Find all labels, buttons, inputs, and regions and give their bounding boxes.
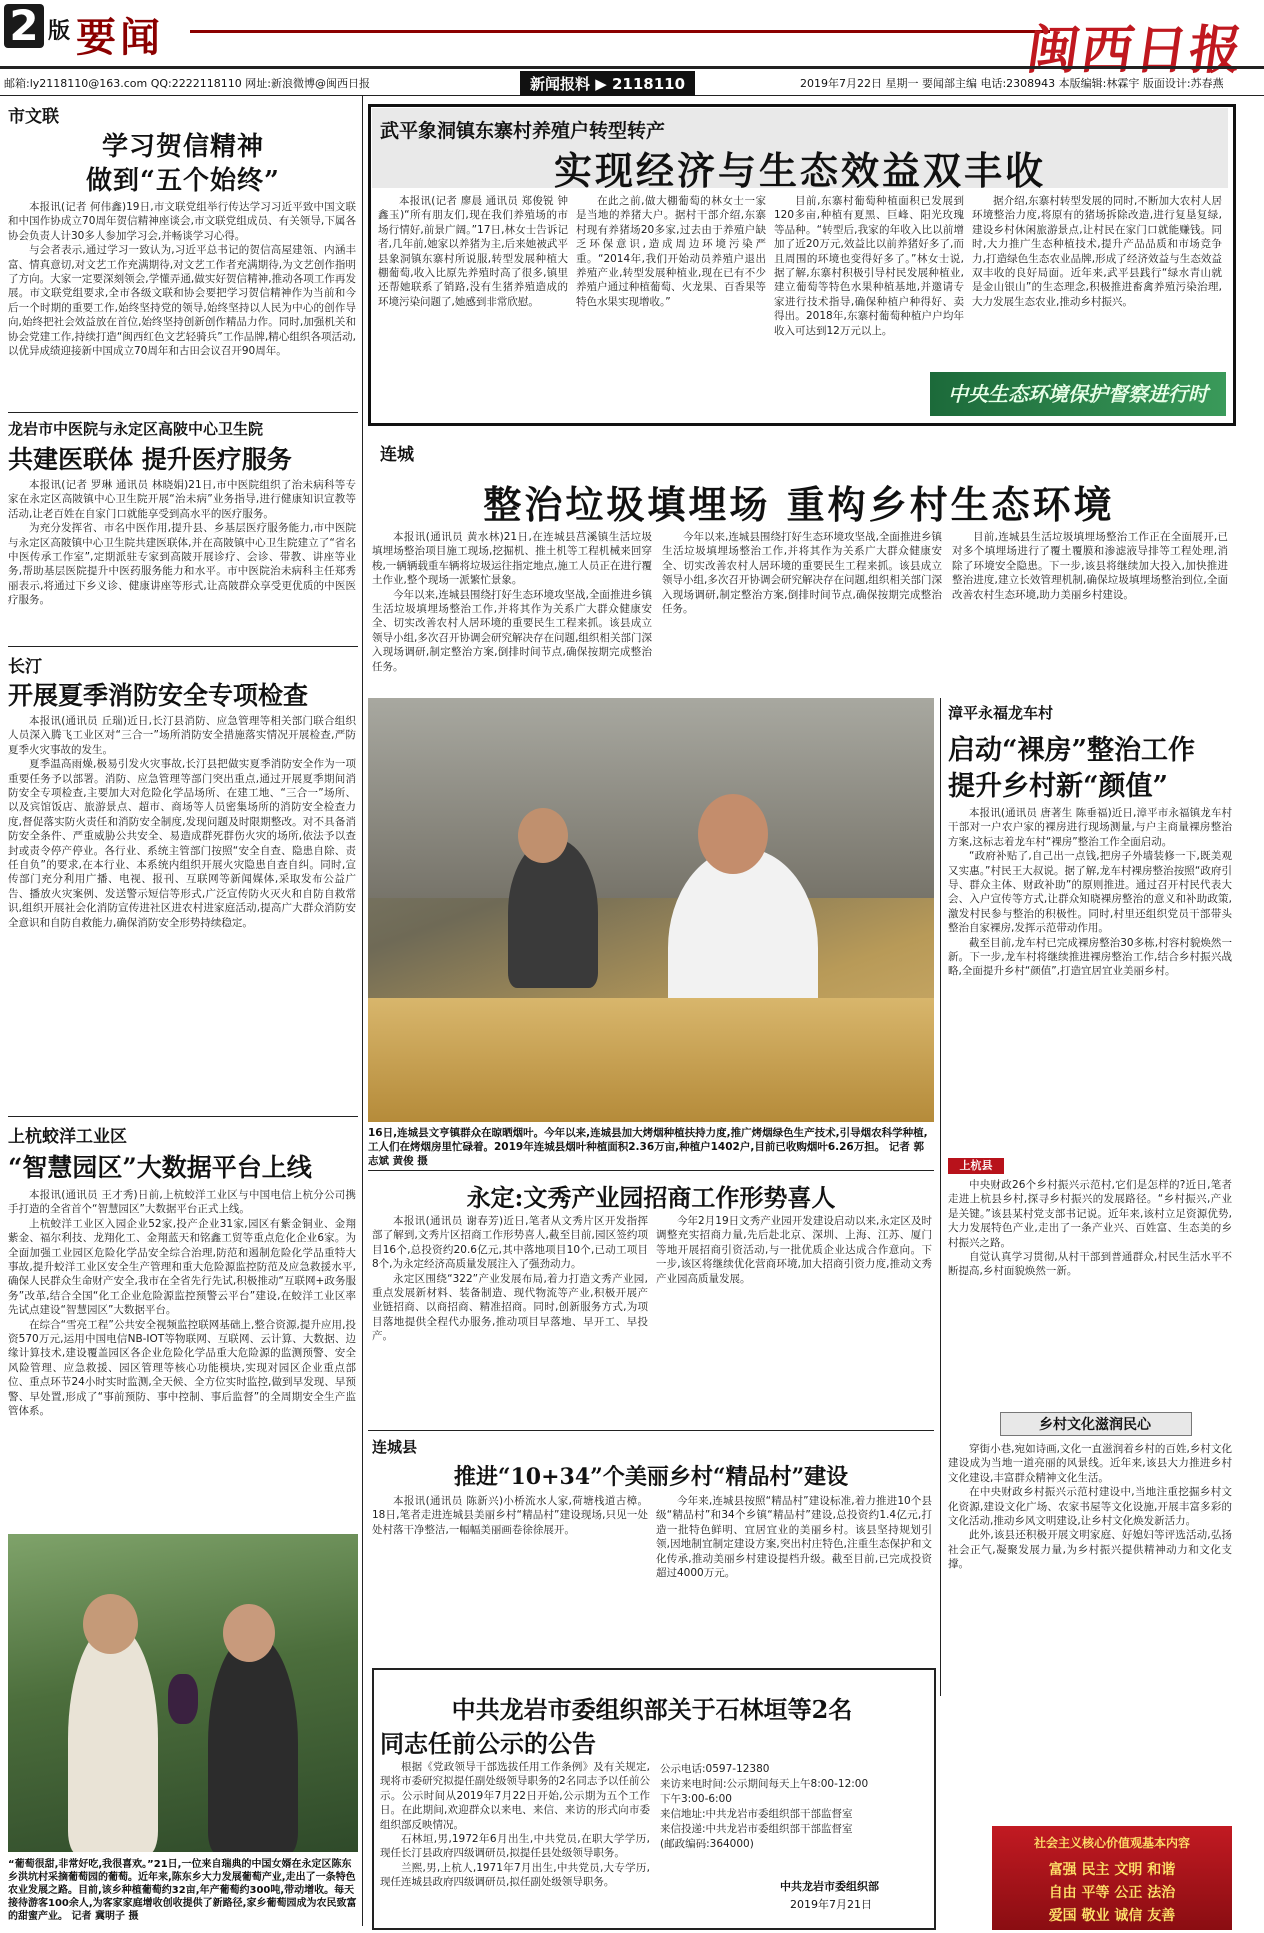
divider — [368, 1170, 934, 1171]
notice-headline-line2: 同志任前公示的公告 — [380, 1729, 596, 1758]
paragraph: 上杭蛟洋工业区入园企业52家,投产企业31家,园区有紫金铜业、金翔紫金、福尔利技、龙翔化工、金翔蓝天和铭鑫工贸等重点危化企业6家。为全面加强工业园区危险化学品安全综合治理,防范和遏制危险化学品重特大事故,提升蛟洋工业区安全生产管理和重大危险源监控防范及应急救援水平,确保人民群众生命财产安全,我市在全省先行先试,积极推动“互联网+政务服务”改革,结合全国“化工企业危险源监控预警云平台”建设,在蛟洋工业区率先试点建设“智慧园区”大数据平台。 — [8, 1217, 356, 1317]
paragraph: 为充分发挥省、市名中医作用,提升县、乡基层医疗服务能力,市中医院与永定区高陂镇中心卫生院共建医联体,并在高陂镇中心卫生院建立了“省名中医传承工作室”,定期派驻专家到高陂开展诊疗、会诊、带教、讲座等业务,帮助基层医院提升中医药服务能力和水平。市中医院治未病科主任郑秀丽表示,将通过下乡义诊、健康讲座等形式,让高陂群众享受更优质的中医医疗服务。 — [8, 522, 356, 607]
paragraph: 目前,连城县生活垃圾填埋场整治工作正在全面展开,已对多个填埋场进行了覆土覆膜和渗滤液导排等工程处理,消除了环境安全隐患。下一步,该县将继续加大投入,加快推进整治进度,建立长效管理机制,确保垃圾填埋场整治到位,全面改善农村生态环境,助力美丽乡村建设。 — [952, 531, 1228, 601]
column-divider — [940, 1156, 941, 1696]
paragraph: 今年来,连城县按照“精品村”建设标准,着力推进10个县级“精品村”和34个乡镇“精品村”建设,总投资约1.4亿元,打造一批特色鲜明、宜居宜业的美丽乡村。该县坚持规划引领,因地制宜制定建设方案,突出村庄特色,注重生态保护和文化传承,推动美丽乡村建设提档升级。截至目前,已完成投资超过4000万元。 — [656, 1495, 932, 1580]
top-body-col2 — [576, 194, 766, 414]
paragraph: 本报讯(通讯员 王才秀)日前,上杭蛟洋工业区与中国电信上杭分公司携手打造的全省首个“智慧园区”大数据平台正式上线。 — [8, 1189, 356, 1216]
paragraph: 本报讯(通讯员 唐著生 陈垂福)近日,漳平市永福镇龙车村干部对一户农户家的裸房进行现场测量,与户主商量裸房整治方案,这标志着龙车村“裸房”整治工作全面启动。 — [948, 807, 1232, 848]
paragraph: 此外,该县还积极开展文明家庭、好媳妇等评选活动,弘扬社会正气,凝聚发展力量,为乡村振兴提供精神动力和文化支撑。 — [948, 1529, 1232, 1571]
info-right: 2019年7月22日 星期一 要闻部主编 电话:2308943 本版编辑:林霖宇 版面设计:苏春燕 — [800, 77, 1224, 90]
paragraph: 本报讯(通讯员 黄水林)21日,在连城县莒溪镇生活垃圾填埋场整治项目施工现场,挖掘机、推土机等工程机械来回穿梭,一辆辆载重车辆将垃圾运往指定地点,施工人员正在进行覆土作业,整个现场一派繁忙景象。 — [372, 531, 652, 587]
right3-body — [948, 1442, 1232, 1826]
news-hotline: 新闻报料 ▶ 2118110 — [520, 71, 695, 96]
kicker-zhongyiyuan: 龙岩市中医院与永定区高陂中心卫生院 — [8, 420, 264, 438]
contact-line: 来访来电时间:公示期间每天上午8:00-12:00 — [660, 1778, 869, 1790]
right2-badge: 上杭县 — [948, 1158, 1004, 1174]
divider — [8, 412, 358, 413]
divider — [8, 1116, 358, 1117]
paragraph: 本报讯(记者 廖晨 通讯员 郑俊锐 钟鑫玉)“所有朋友们,现在我们养殖场的市场行情好,前景广阔。”17日,林女士告诉记者,几年前,她家以养猪为主,后来她被武平县象洞镇东寨村所说服,转型发展种植大棚葡萄,收入比原先养殖时高了很多,镇里还帮她联系了销路,没有生猪养殖造成的环境污染问题了,她感到非常欣慰。 — [378, 195, 568, 308]
grape-bunch — [168, 1674, 198, 1724]
article-a2-body — [8, 478, 356, 642]
top-body-col4 — [972, 194, 1222, 364]
kicker-changting: 长汀 — [8, 657, 42, 677]
paragraph: 永定区围绕“322”产业发展布局,着力打造文秀产业园,重点发展新材料、装备制造、现代物流等产业,积极开展产业链招商、以商招商、精准招商。同时,创新服务方式,为项目落地提供全程代办服务,推动项目早落地、早开工、早投产。 — [372, 1272, 648, 1343]
paragraph: 在综合“雪亮工程”公共安全视频监控联网基础上,整合资源,提升应用,投资570万元,运用中国电信NB-IOT等物联网、互联网、云计算、大数据、边缘计算技术,建设覆盖园区各企业危险化学品重大危险源的监测预警、安全风险管理、应急救援、园区管理等核心功能模块,实现对园区企业重点部位、重点环节24小时实时监测,全天候、全方位实时监控,做到早发现、早预警、早处置,形成了“事前预防、事中控制、事后监督”的全周期安全生产监管体系。 — [8, 1318, 356, 1418]
paragraph: 自觉认真学习贯彻,从村干部到普通群众,村民生活水平不断提高,乡村面貌焕然一新。 — [948, 1251, 1232, 1278]
ad-line: 爱国 敬业 诚信 友善 — [1048, 1908, 1176, 1924]
tobacco-leaves — [368, 998, 934, 1122]
notice-signature: 中共龙岩市委组织部 — [780, 1880, 879, 1893]
paragraph: 今年2月19日文秀产业园开发建设启动以来,永定区及时调整充实招商力量,先后赴北京、深圳、上海、江苏、厦门等地开展招商引资活动,与一批优质企业达成合作意向。下一步,该区将继续优化营商环境,加大招商引资力度,推动文秀产业园高质量发展。 — [656, 1215, 932, 1285]
notice-contact — [660, 1762, 926, 1852]
grape-photo-caption: “葡萄很甜,非常好吃,我很喜欢。”21日,一位来自瑞典的中国女婿在永定区陈东乡洪坑村采摘葡萄园的葡萄。近年来,陈东乡大力发展葡萄产业,走出了一条特色农业发展之路。目前,该乡种植葡萄约32亩,年产葡萄约300吨,带动增收。每天接待游客100余人,为客家家庭增收创收提供了新路径,家乡葡萄园成为农民致富的甜蜜产业。 记者 冀明子 摄 — [8, 1859, 357, 1922]
worker-head — [698, 794, 768, 874]
section-title: 要闻 — [76, 14, 164, 61]
paragraph: 中央财政26个乡村振兴示范村,它们是怎样的?近日,笔者走进上杭县乡村,探寻乡村振兴的发展路径。“乡村振兴,产业是关键。”该县某村党支部书记说。近年来,该村立足资源优势,大力发展特色产业,走出了一条产业兴、百姓富、生态美的乡村振兴之路。 — [948, 1179, 1232, 1249]
article-a1-body — [8, 200, 356, 410]
info-bar — [0, 66, 1264, 96]
paragraph: 据介绍,东寨村转型发展的同时,不断加大农村人居环境整治力度,将原有的猪场拆除改造,进行复垦复绿,建设乡村休闲旅游景点,让村民在家门口就能赚钱。同时,大力推广生态种植技术,提升产品品质和市场竞争力,打造绿色生态农业品牌,形成了经济效益与生态效益双丰收的良好局面。近年来,武平县践行“绿水青山就是金山银山”的生态理念,积极推进畜禽养殖污染治理,大力发展生态农业,推动乡村振兴。 — [972, 195, 1222, 308]
right3-headline: 乡村文化滋润民心 — [1039, 1417, 1151, 1433]
headline-a1-line1: 学习贺信精神 — [101, 132, 264, 162]
paragraph: 今年以来,连城县围绕打好生态环境攻坚战,全面推进乡镇生活垃圾填埋场整治工作,并将其作为关系广大群众健康安全、切实改善农村人居环境的重要民生工程来抓。该县成立领导小组,多次召开协调会研究解决存在问题,组织相关部门深入现场调研,制定整治方案,倒排时间节点,确保按期完成整治任务。 — [372, 588, 652, 673]
person-figure — [208, 1634, 298, 1852]
paragraph: 石林垣,男,1972年6月出生,中共党员,在职大学学历,现任长汀县政府四级调研员,拟提任县处级领导职务。 — [380, 1833, 650, 1860]
core-values-ad — [992, 1826, 1232, 1930]
ad-title: 社会主义核心价值观基本内容 — [1033, 1836, 1190, 1850]
contact-line: 来信投递:中共龙岩市委组织部干部监督室 — [660, 1823, 853, 1835]
paragraph: 本报讯(记者 何伟鑫)19日,市文联党组举行传达学习习近平致中国文联和中国作协成立70周年贺信精神座谈会,市文联党组成员、有关领导,下属各协会负责人计30多人参加学习会,并畅谈学习心得。 — [8, 201, 356, 242]
masthead-rule — [190, 30, 1050, 33]
mid-body-col3 — [952, 530, 1228, 690]
paragraph: 根据《党政领导干部选拔任用工作条例》及有关规定,现将市委研究拟提任副处级领导职务的2名同志予以任前公示。公示时间从2019年7月22日开始,公示期为五个工作日。在此期间,欢迎群众以来电、来信、来访的形式向市委组织部反映情况。 — [380, 1761, 650, 1831]
headline-a1-line2: 做到“五个始终” — [86, 166, 280, 196]
newspaper-logo: 闽西日报 — [1022, 20, 1248, 81]
mid3-body-col2 — [656, 1494, 932, 1658]
article-a3-body — [8, 714, 356, 1112]
page-number: 2 — [4, 4, 44, 48]
worker-head — [518, 808, 568, 863]
paragraph: “政府补贴了,自己出一点钱,把房子外墙装修一下,既美观又实惠。”村民王大叔说。据了解,龙车村裸房整治按照“政府引导、群众主体、财政补助”的原则推进。通过召开村民代表大会、入户宣传等方式,让群众知晓裸房整治的意义和补助政策,激发村民参与整治的积极性。同时,村里还组织党员干部带头整治自家裸房,发挥示范带动作用。 — [948, 850, 1232, 935]
info-left: 邮箱:ly2118110@163.com QQ:2222118110 网址:新浪微博@闽西日报 — [4, 77, 370, 90]
person-head — [83, 1594, 138, 1654]
paragraph: 本报讯(通讯员 陈新兴)小桥流水人家,荷塘栈道古樟。18日,笔者走进连城县美丽乡村“精品村”建设现场,只见一处处村落干净整洁,一幅幅美丽画卷徐徐展开。 — [372, 1495, 648, 1536]
column-divider — [362, 96, 363, 1926]
headline-right1-line1: 启动“裸房”整治工作 — [948, 735, 1196, 766]
person-head — [223, 1604, 275, 1662]
paragraph: 本报讯(记者 罗琳 通讯员 林晓娟)21日,市中医院组织了治未病科等专家在永定区高陂镇中心卫生院开展“治未病”业务指导,进行健康知识宣教等活动,让老百姓在自家门口就能享受到高水平的医疗服务。 — [8, 479, 356, 520]
paragraph: 本报讯(通讯员 谢春芳)近日,笔者从文秀片区开发指挥部了解到,文秀片区招商工作形势喜人,截至目前,园区签约项目16个,总投资约20.6亿元,其中落地项目10个,已动工项目8个,为永定经济高质量发展注入了强劲动力。 — [372, 1215, 648, 1271]
top-headline: 实现经济与生态效益双丰收 — [553, 148, 1046, 193]
warehouse-background — [368, 698, 934, 898]
divider — [368, 1430, 934, 1431]
person-figure — [68, 1624, 158, 1852]
notice-body — [380, 1760, 650, 1920]
eco-inspection-banner: 中央生态环境保护督察进行时 — [930, 372, 1226, 416]
grape-photo — [8, 1534, 358, 1852]
headline-a3: 开展夏季消防安全专项检查 — [8, 681, 309, 710]
contact-line: 公示电话:0597-12380 — [660, 1763, 770, 1775]
mid2-headline: 永定:文秀产业园招商工作形势喜人 — [466, 1183, 836, 1212]
paragraph: 穿街小巷,宛如诗画,文化一直滋润着乡村的百姓,乡村文化建设成为当地一道亮丽的风景线。近年来,该县大力推进乡村文化建设,丰富群众精神文化生活。 — [948, 1443, 1232, 1484]
mid-body-col1 — [372, 530, 652, 690]
paragraph: 在此之前,做大棚葡萄的林女士一家是当地的养猪大户。据村干部介绍,东寨村现有养猪场20多家,过去由于养殖户缺乏环保意识,造成周边环境污染严重。“2014年,我们开始动员养殖户退出养殖产业,转型发展种植业,现在已有不少养殖户通过种植葡萄、火龙果、百香果等特色水果实现增收。” — [576, 195, 766, 308]
mid2-body-col2 — [656, 1214, 932, 1424]
tobacco-photo-caption: 16日,连城县文亨镇群众在晾晒烟叶。今年以来,连城县加大烤烟种植扶持力度,推广烤烟绿色生产技术,引导烟农科学种植,工人们在烤烟房里忙碌着。2019年连城县烟叶种植面积2.36万亩,种植户1402户,目前已收购烟叶6.26万担。 记者 郭志斌 黄俊 摄 — [368, 1127, 928, 1167]
mid2-body-col1 — [372, 1214, 648, 1424]
kicker-lianchengxian: 连城县 — [372, 1438, 418, 1456]
paragraph: 今年以来,连城县围绕打好生态环境攻坚战,全面推进乡镇生活垃圾填埋场整治工作,并将其作为关系广大群众健康安全、切实改善农村人居环境的重要民生工程来抓。该县成立领导小组,多次召开协调会研究解决存在问题,组织相关部门深入现场调研,制定整治方案,倒排时间节点,确保按期完成整治任务。 — [662, 531, 942, 616]
page-ban-label: 版 — [48, 19, 71, 44]
divider — [8, 646, 358, 647]
paragraph: 在中央财政乡村振兴示范村建设中,当地注重挖掘乡村文化资源,建设文化广场、农家书屋等文化设施,开展丰富多彩的文化活动,推动乡风文明建设,让乡村文化焕发新活力。 — [948, 1486, 1232, 1528]
paragraph: 目前,东寨村葡萄种植面积已发展到120多亩,种植有夏黑、巨峰、阳光玫瑰等品种。“转型后,我家的年收入比以前增加了近20万元,效益比以前养猪好多了,而且周围的环境也变得好多了。”林女士说,据了解,东寨村积极引导村民发展种植业,建立葡萄等特色水果种植基地,并邀请专家进行技术指导,确保种植户种得好、卖得出。2018年,东寨村葡萄种植户户均年收入可达到12万元以上。 — [774, 195, 964, 337]
kicker-liancheng: 连城 — [380, 445, 414, 465]
paragraph: 本报讯(通讯员 丘瑞)近日,长汀县消防、应急管理等相关部门联合组织人员深入腾飞工业区对“三合一”场所消防安全措施落实情况开展检查,严防夏季火灾事故的发生。 — [8, 715, 356, 756]
contact-line: (邮政编码:364000) — [660, 1838, 754, 1850]
paragraph: 夏季温高雨燥,极易引发火灾事故,长汀县把做实夏季消防安全作为一项重要任务予以部署。消防、应急管理等部门突出重点,通过开展夏季期间消防安全专项检查,主要加大对危险化学品场所、在建工地、“三合一”场所、以及宾馆饭店、旅游景点、超市、商场等人员密集场所的消防安全检查力度,督促落实防火责任和消防安全制度,发现问题及时限期整改。对不具备消防安全条件、严重威胁公共安全、易造成群死群伤火灾的场所,依法予以查封或责令停产停业。各行业、系统主管部门按照“安全自查、隐患自除、责任自负”的要求,在本行业、本系统内组织开展火灾隐患自查自纠。同时,宣传部门充分利用广播、电视、报刊、互联网等新闻媒体,采取发布公益广告、播放火灾案例、发送警示短信等形式,广泛宣传防火灭火和自防自救常识,组织开展社会化消防宣传进社区进农村进家庭活动,提高广大群众消防安全意识和自防自救能力,确保消防安全形势持续稳定。 — [8, 758, 356, 929]
mid3-headline: 推进“10+34”个美丽乡村“精品村”建设 — [453, 1464, 849, 1490]
notice-headline-line1: 中共龙岩市委组织部关于石林垣等2名 — [451, 1695, 853, 1724]
right2-body — [948, 1178, 1232, 1404]
notice-date: 2019年7月21日 — [790, 1898, 872, 1911]
headline-a4: “智慧园区”大数据平台上线 — [8, 1153, 312, 1182]
mid-body-col2 — [662, 530, 942, 690]
contact-line: 来信地址:中共龙岩市委组织部干部监督室 — [660, 1808, 853, 1820]
article-a4-body — [8, 1188, 356, 1528]
paragraph: 兰熙,男,上杭人,1971年7月出生,中共党员,大专学历,现任连城县政府四级调研员,拟任副处级领导职务。 — [380, 1861, 650, 1889]
contact-line: 下午3:00-6:00 — [660, 1793, 732, 1805]
kicker-longche: 漳平永福龙车村 — [948, 704, 1054, 722]
paragraph: 截至目前,龙车村已完成裸房整治30多栋,村容村貌焕然一新。下一步,龙车村将继续推进裸房整治工作,结合乡村振兴战略,全面提升乡村“颜值”,打造宜居宜业美丽乡村。 — [948, 936, 1232, 978]
headline-a2: 共建医联体 提升医疗服务 — [8, 445, 292, 474]
mid-headline: 整治垃圾填埋场 重构乡村生态环境 — [483, 482, 1115, 527]
ad-line: 自由 平等 公正 法治 — [1048, 1885, 1176, 1901]
top-subheadline: 武平象洞镇东寨村养殖户转型转产 — [380, 120, 666, 142]
kicker-shiwenlian: 市文联 — [8, 107, 59, 127]
headline-right1-line2: 提升乡村新“颜值” — [948, 771, 1169, 802]
paragraph: 与会者表示,通过学习一致认为,习近平总书记的贺信高屋建瓴、内涵丰富、情真意切,对文艺工作充满期待,对文艺工作者充满期待,为文艺创作指明了方向。大家一定要深刻领会,学懂弄通,做实好贺信精神,推动各项工作再发展。市文联党组要求,全市各级文联和协会要把学习贺信精神作为当前和今后一个时期的重要工作,始终坚持党的领导,始终坚持以人民为中心的创作导向,始终把社会效益放在首位,始终坚持创新创作精品力作。同时,加强机关和协会党建工作,持续打造“闽西红色文艺轻骑兵”工作品牌,精心组织各项活动,以优异成绩迎接新中国成立70周年和古田会议召开90周年。 — [8, 244, 356, 358]
mid3-body-col1 — [372, 1494, 648, 1658]
ad-line: 富强 民主 文明 和谐 — [1048, 1862, 1176, 1878]
kicker-jiaoyang: 上杭蛟洋工业区 — [8, 1127, 127, 1147]
tobacco-photo — [368, 698, 934, 1122]
top-body-col1 — [378, 194, 568, 414]
